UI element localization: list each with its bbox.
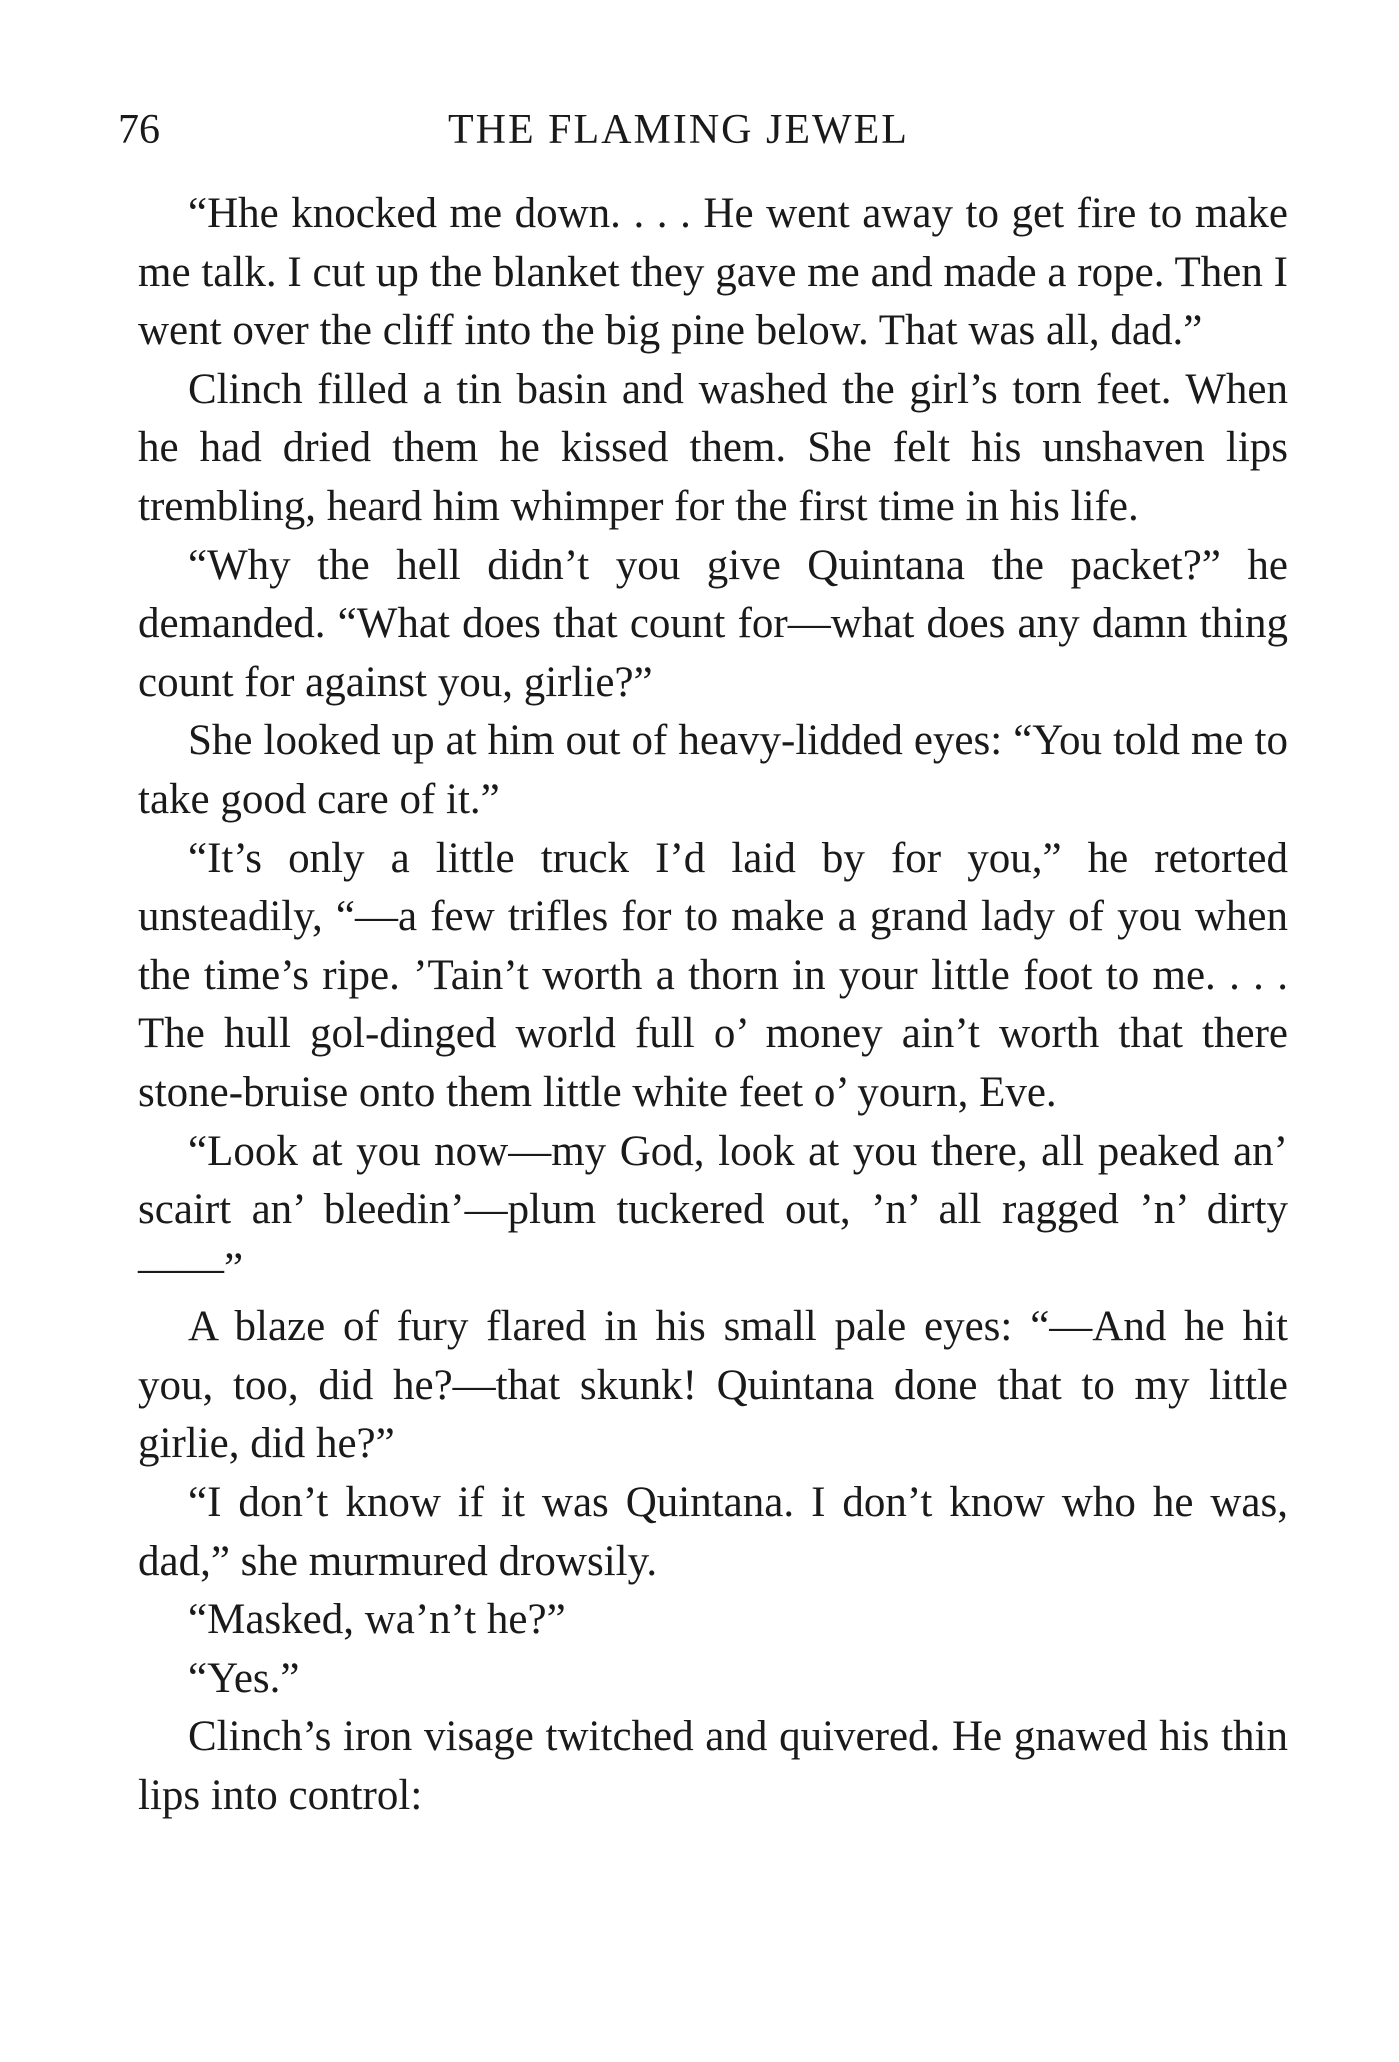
running-title: THE FLAMING JEWEL	[448, 107, 909, 153]
paragraph-10: “Yes.”	[188, 1654, 300, 1702]
paragraph-11: Clinch’s iron visage twitched and quivered. He gnawed his thin lips into control:	[138, 1713, 1288, 1820]
paragraph-2: Clinch filled a tin basin and washed the girl’s torn feet. When he had dried them he kissed them. She felt his unshaven lips trembling, heard him whimper for the first time in his life.	[138, 365, 1288, 530]
paragraph-4: She looked up at him out of heavy-lidded eyes: “You told me to take good care of it.”	[138, 717, 1288, 823]
paragraph-7: A blaze of fury flared in his small pale eyes: “—And he hit you, too, did he?—that skunk! Quintana done that to my little girlie, did he?”	[138, 1303, 1288, 1468]
paragraph-3: “Why the hell didn’t you give Quintana the packet?” he demanded. “What does that count for—what does any damn thing count for against you, girlie?”	[138, 541, 1288, 706]
paragraph-8: “I don’t know if it was Quintana. I don’t know who he was, dad,” she murmured drowsily.	[138, 1479, 1288, 1585]
running-head	[118, 100, 1298, 160]
paragraph-1-text: he knocked me down. . . . He went away to get fire to make me talk. I cut up the blanket they gave me and made a rope. Then I went over the cliff into the big pine below. That was all, dad.”	[138, 190, 1288, 355]
body-text	[138, 185, 1288, 1826]
paragraph-9: “Masked, wa’n’t he?”	[188, 1596, 566, 1644]
paragraph-1	[138, 185, 1288, 361]
page-number: 76	[118, 107, 160, 153]
paragraph-5: “It’s only a little truck I’d laid by for you,” he retorted unsteadily, “—a few trifles for to make a grand lady of you when the time’s ripe. ’Tain’t worth a thorn in your little foot to me. . . . The hull gol-dinged world full o’ money ain’t worth that there stone-bruise onto them little white feet o’ yourn, Eve.	[138, 834, 1288, 1116]
paragraph-1-lead: “H	[188, 190, 239, 237]
paragraph-6: “Look at you now—my God, look at you there, all peaked an’ scairt an’ bleedin’—plum tuckered out, ’n’ all ragged ’n’ dirty——”	[138, 1127, 1288, 1292]
